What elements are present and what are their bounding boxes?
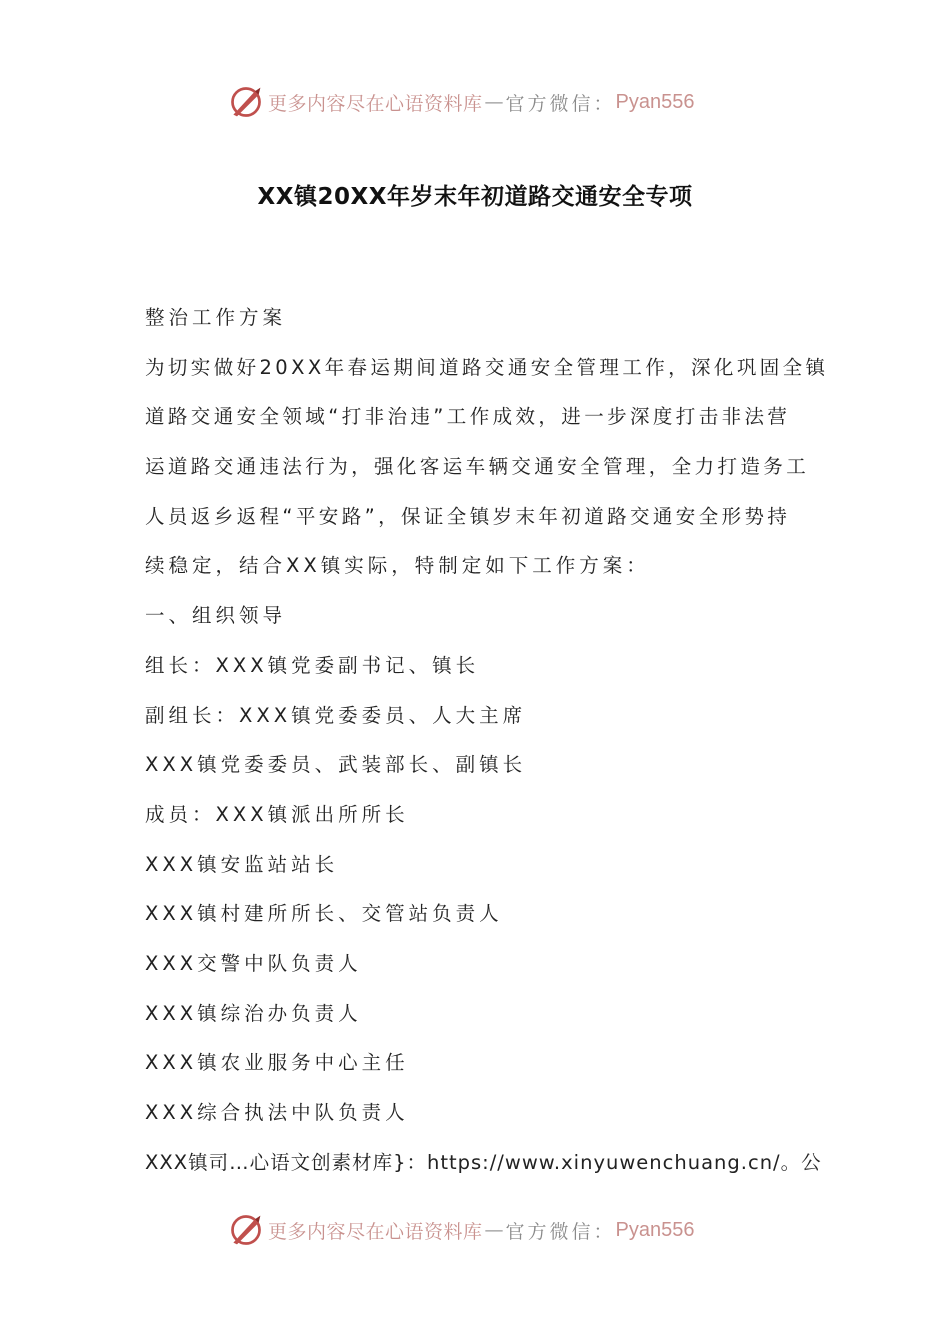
- header-watermark: [228, 82, 695, 122]
- text-line: 组长：XXX镇党委副书记、镇长: [145, 653, 480, 677]
- text-line: 续稳定，结合XX镇实际，特制定如下工作方案：: [145, 554, 650, 578]
- watermark-separator: —: [484, 91, 504, 113]
- text-line: 副组长：XXX镇党委委员、人大主席: [145, 703, 527, 727]
- text-line: XXX镇村建所所长、交管站负责人: [145, 902, 503, 926]
- text-line: 运道路交通违法行为，强化客运车辆交通安全管理，全力打造务工: [145, 455, 810, 479]
- document-title: XX镇20XX年岁末年初道路交通安全专项: [257, 184, 693, 210]
- watermark-text: 更多内容尽在心语资料库: [268, 1220, 483, 1243]
- document-body: [145, 300, 829, 1194]
- text-line: XXX镇安监站站长: [145, 852, 339, 876]
- text-line: 成员：XXX镇派出所所长: [145, 802, 409, 826]
- watermark-text: 更多内容尽在心语资料库: [268, 92, 483, 115]
- text-line: 整治工作方案: [145, 306, 287, 329]
- watermark-wechat-id: Pyan556: [615, 90, 695, 113]
- footer-watermark: [228, 1210, 695, 1250]
- text-line: XXX镇司…心语文创素材库}：https://www.xinyuwenchuang.cn/。公: [145, 1150, 822, 1174]
- watermark-wechat-id: Pyan556: [615, 1218, 695, 1241]
- text-line: 为切实做好20XX年春运期间道路交通安全管理工作，深化巩固全镇: [145, 355, 829, 379]
- text-line: XXX交警中队负责人: [145, 951, 362, 975]
- watermark-separator: —: [484, 1219, 504, 1241]
- text-line: XXX镇党委委员、武装部长、副镇长: [145, 753, 527, 777]
- text-line: XXX镇综治办负责人: [145, 1001, 362, 1025]
- text-line: XXX镇农业服务中心主任: [145, 1051, 409, 1075]
- text-line: 人员返乡返程“平安路”，保证全镇岁末年初道路交通安全形势持: [145, 504, 791, 528]
- section-heading: 一、组织领导: [145, 604, 287, 628]
- watermark-official-label: 官方微信：: [505, 1220, 616, 1243]
- text-line: XXX综合执法中队负责人: [145, 1101, 409, 1124]
- quill-logo-icon: [228, 84, 264, 120]
- text-line: 道路交通安全领域“打非治违”工作成效，进一步深度打击非法营: [145, 405, 791, 429]
- watermark-official-label: 官方微信：: [505, 92, 616, 115]
- quill-logo-icon: [228, 1212, 264, 1248]
